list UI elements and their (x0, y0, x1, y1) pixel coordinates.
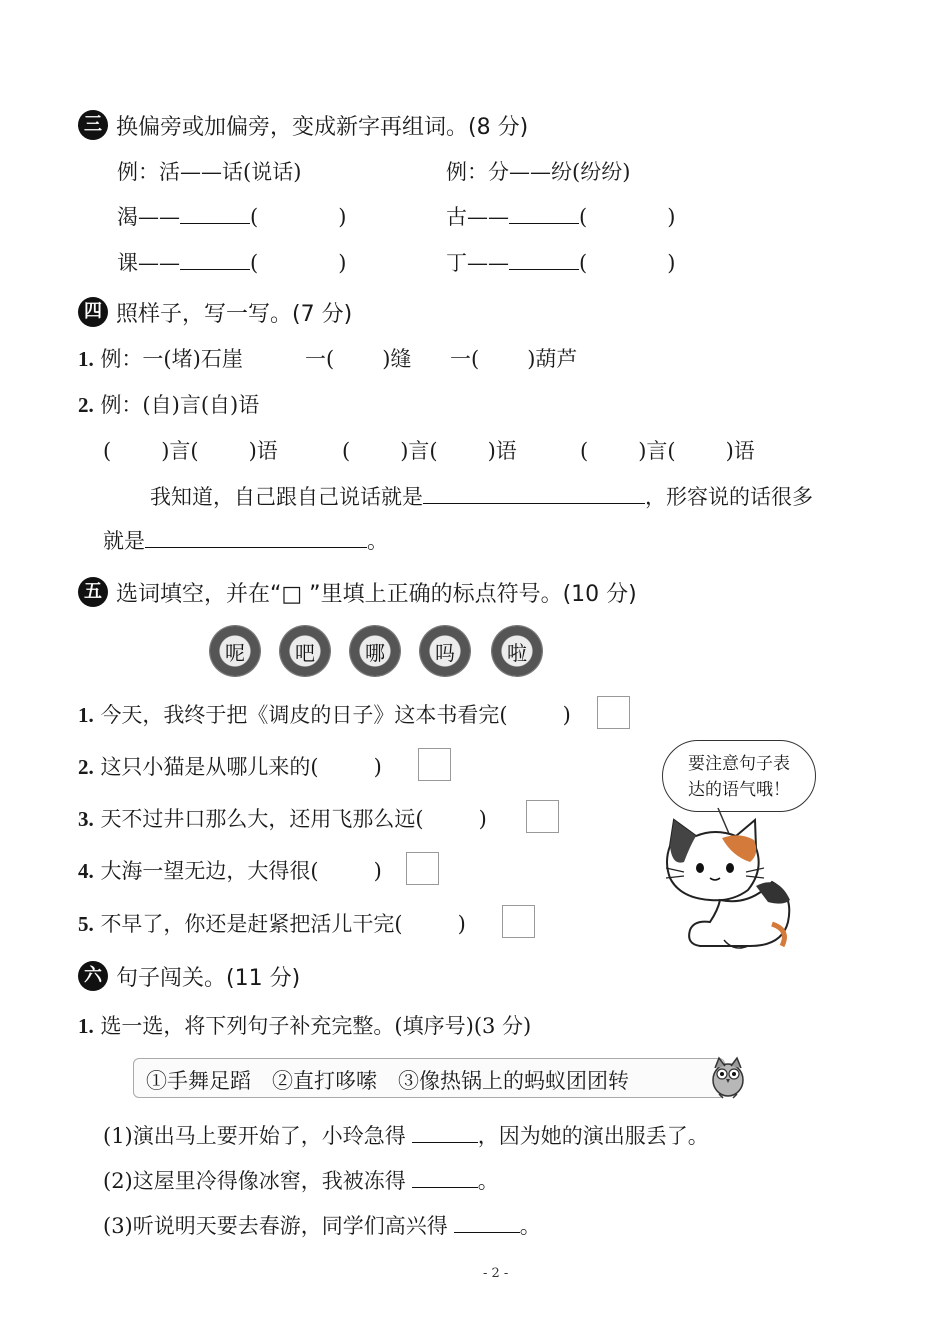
list-item: 4. 大海一望无边，大得很( ) (78, 859, 382, 883)
section-3-title: 换偏旁或加偏旁，变成新字再组词。(8 分) (116, 115, 529, 140)
idiom-blank-1: ( )言( )语 (103, 439, 278, 463)
example-right: 例：分——纷(纷纷) (446, 160, 631, 184)
section-3-badge: 三 (78, 110, 108, 140)
fill-sentence-1: 我知道，自己跟自己说话就是 ，形容说的话很多 (150, 485, 813, 509)
section-6-title: 句子闯关。(11 分) (116, 966, 301, 991)
list-item: 1. 今天，我终于把《调皮的日子》这本书看完( ) (78, 703, 571, 727)
measure-word-b: 一( )葫芦 (450, 347, 578, 371)
item-1-row (78, 343, 243, 373)
example-left: 例：活——话(说话) (117, 160, 302, 184)
q-row: 丁—— ( ) (446, 251, 676, 275)
answer-blank[interactable] (509, 251, 579, 270)
word-flower: 啦 (492, 626, 542, 676)
answer-blank[interactable] (412, 1124, 478, 1143)
item-number: 2. (78, 393, 94, 417)
word-flower: 吗 (420, 626, 470, 676)
fill-sentence-s2: (2)这屋里冷得像冰窖，我被冻得 。 (103, 1169, 499, 1193)
q-char-1: 渴—— (117, 205, 180, 229)
word-flower: 哪 (350, 626, 400, 676)
item-1-example: 例：一(堵)石崖 (100, 347, 243, 371)
word-flower: 吧 (280, 626, 330, 676)
word-flower: 呢 (210, 626, 260, 676)
answer-blank[interactable] (423, 485, 645, 504)
page-number: - 2 - (483, 1266, 509, 1281)
section-6-badge: 六 (78, 961, 108, 991)
answer-blank[interactable] (454, 1214, 520, 1233)
punctuation-box[interactable] (526, 800, 559, 833)
q-char-2: 古—— (446, 205, 509, 229)
answer-blank[interactable] (509, 205, 579, 224)
options-box (133, 1058, 725, 1098)
answer-blank[interactable] (180, 251, 250, 270)
options-text: ①手舞足蹈 ②直打哆嗦 ③像热锅上的蚂蚁团团转 (146, 1069, 629, 1093)
section-5-title: 选词填空，并在“□ ”里填上正确的标点符号。(10 分) (116, 582, 637, 607)
section-4-badge: 四 (78, 297, 108, 327)
idiom-blank-3: ( )言( )语 (580, 439, 755, 463)
q-row: 渴—— ( ) (117, 205, 347, 229)
section-5-badge: 五 (78, 577, 108, 607)
section-4-title: 照样子，写一写。(7 分) (116, 302, 353, 327)
fill-sentence-s1: (1)演出马上要开始了，小玲急得 ，因为她的演出服丢了。 (103, 1124, 709, 1148)
punctuation-box[interactable] (406, 852, 439, 885)
item-number: 1. (78, 347, 94, 371)
tip-speech-bubble: 要注意句子表 达的语气哦！ (662, 740, 816, 812)
punctuation-box[interactable] (597, 696, 630, 729)
fill-sentence-2: 就是 。 (103, 529, 388, 553)
punctuation-box[interactable] (502, 905, 535, 938)
idiom-blank-2: ( )言( )语 (342, 439, 517, 463)
owl-icon (705, 1054, 751, 1100)
item-2-row (78, 389, 259, 419)
list-item: 5. 不早了，你还是赶紧把活儿干完( ) (78, 912, 466, 936)
punctuation-box[interactable] (418, 748, 451, 781)
item-1-row: 1. 选一选，将下列句子补充完整。(填序号)(3 分) (78, 1014, 532, 1038)
q-row: 古—— ( ) (446, 205, 676, 229)
list-item: 3. 天不过井口那么大，还用飞那么远( ) (78, 807, 487, 831)
item-2-example: 例：(自)言(自)语 (100, 393, 260, 417)
cat-icon (660, 806, 800, 956)
fill-sentence-s3: (3)听说明天要去春游，同学们高兴得 。 (103, 1214, 541, 1238)
answer-blank[interactable] (180, 205, 250, 224)
list-item: 2. 这只小猫是从哪儿来的( ) (78, 755, 382, 779)
q-char-4: 丁—— (446, 251, 509, 275)
measure-word-a: 一( )缝 (305, 347, 412, 371)
q-char-3: 课—— (117, 251, 180, 275)
answer-blank[interactable] (412, 1169, 478, 1188)
q-row: 课—— ( ) (117, 251, 347, 275)
answer-blank[interactable] (145, 529, 367, 548)
